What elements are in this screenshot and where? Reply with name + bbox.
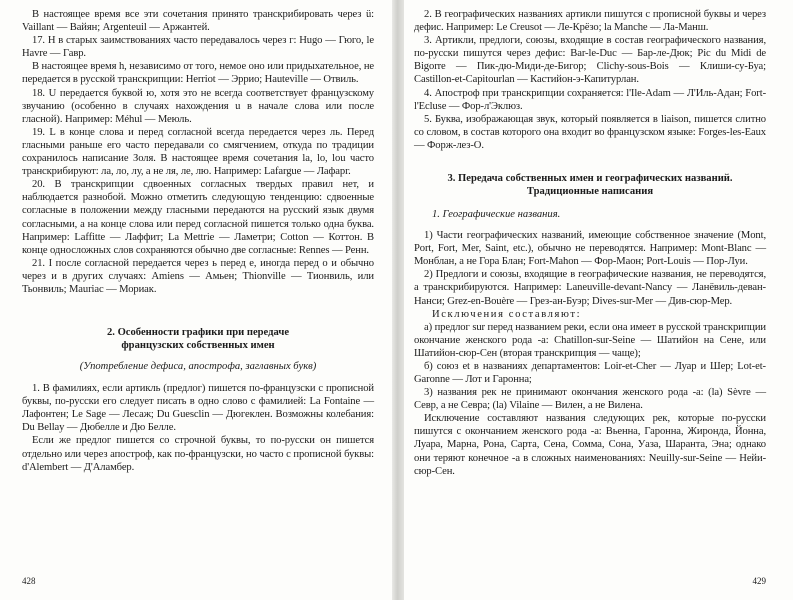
right-paragraph: а) предлог sur перед названием реки, если она имеет в русской транскрипции окончание женского рода -а: Chatillon-sur-Seine — Шатийон на Сене, или Шатийон-сюр-Сен (вторая транскрипция — чаще); [414,321,766,359]
section-heading: французских собственных имен [121,340,275,352]
exceptions-label: Исключения составляют: [432,308,582,320]
section-heading: 2. Особенности графики при передаче [106,327,290,339]
left-paragraph: 20. В транскрипции сдвоенных согласных твердых правил нет, и наблюдается разнобой. Можно отметить следующую тенденцию: сдвоенные согласные в положении между гласными передаются на русский язык двумя согласными, а на конце слова или перед согласной пишется только одна буква. Например: Laffitte — Лаффит; La Mettrie — Ламетри; Cotton — Коттон. В конце односложных слов сохраняются обычно две согласные: Rennes — Ренн. [22,179,374,256]
left-paragraph: В настоящее время h, независимо от того, немое оно или придыхательное, не передается в русской транскрипции: Herriot — Эррио; Hauteville — Отвиль. [22,61,374,86]
book-gutter [392,0,404,600]
left-paragraph: 18. U передается буквой ю, хотя это не всегда соответствует французскому звучанию (особенно в случаях нахождения u в начале слова или после гласной). Например: Méhul — Меюль. [22,87,374,125]
section-subtitle: (Употребление дефиса, апострофа, заглавных букв) [79,361,317,373]
section-heading: 3. Передача собственных имен и географических названий. [447,173,733,185]
right-page [414,8,766,592]
right-paragraph: б) союз et в названиях департаментов: Loir-et-Cher — Луар и Шер; Lot-et-Garonne — Лот и Гаронна; [414,360,766,385]
page-number: 429 [752,576,766,586]
right-paragraph: 1) Части географических названий, имеющие собственное значение (Mont, Port, Fort, Mer, Saint, etc.), обычно не переводятся. Например: Mont-Blanc — Монблан, а не Гора Блан; Fort-Mahon — Фор-Маон; Port-Louis — Пор-Луи. [414,230,766,268]
left-paragraph: 1. В фамилиях, если артикль (предлог) пишется по-французски с прописной буквы, по-русски его следует писать в одно слово с фамилией: La Fontaine — Лафонтен; Le Sage — Лесаж; Du Guesclin — Дюгеклен. Возможны колебания: Du Bellay — Дюбелле и Дю Белле. [22,383,374,434]
section-subhead: 1. Географические названия. [432,209,561,221]
left-paragraph: Если же предлог пишется со строчной буквы, то по-русски он пишется отдельно или через апостроф, как по-французски, но часто с прописной буквы: d'Alembert — Д'Аламбер. [22,435,374,473]
left-paragraph: 21. I после согласной передается через ь перед е, иногда перед о и обычно через и в других случаях: Amiens — Амьен; Thionville — Тионвиль, или Тьонвиль; Mauriac — Мориак. [22,257,374,295]
right-paragraph: 5. Буква, изображающая звук, который появляется в liaison, пишется слитно со словом, в состав которого она входит во французском языке: Forges-les-Eaux — Форж-лез-О. [414,113,766,151]
right-paragraph: 3) названия рек не принимают окончания женского рода -а: (la) Sèvre — Севр, а не Севра; (la) Vilaine — Вилен, а не Вилена. [414,387,766,412]
right-paragraph: 2) Предлоги и союзы, входящие в географические названия, не переводятся, а транскрибируются. Например: Laneuville-devant-Nancy — Ланёвиль-деван-Нанси; Grez-en-Bouère — Грез-ан-Буэр; Dives-sur-Mer — Див-сюр-Мер. [414,269,766,307]
right-paragraph: Исключение составляют названия следующих рек, которые по-русски пишутся с окончанием женского рода -а: Вьенна, Гаронна, Жиронда, Йонна, Луара, Марна, Рона, Сарта, Сена, Сомма, Сона, Уаза, Шаранта, Эна; однако они теряют конечное -а в сложных наименованиях: Neuilly-sur-Seine — Нейи-сюр-Сен. [414,413,766,477]
right-paragraph: 3. Артикли, предлоги, союзы, входящие в состав географического названия, по-русски пишутся через дефис: Bar-le-Duc — Бар-ле-Дюк; Pic du Midi de Bigorre — Пик-дю-Миди-де-Бигор; Clichy-sous-Bois — Клиши-су-Буа; Castillon-et-Capitourlan — Кастийон-э-Капитурлан. [414,35,766,86]
left-paragraph: В настоящее время все эти сочетания принято транскрибировать через ü: Vaillant — Вайян; Argenteuil — Аржантей. [22,9,374,34]
left-paragraph: 17. H в старых заимствованиях часто передавалось через г: Hugo — Гюго, le Havre — Гавр. [22,35,374,60]
left-page [22,8,374,592]
left-paragraph: 19. L в конце слова и перед согласной всегда передается через ль. Перед гласными раньше его часто передавали со смягчением, откуда по традиции сохранилось написание Золя. В настоящее время сочетания la, lo, lou часто транскрибируют: ла, ло, лу, а не ля, ле, лю. Например: Lafargue — Лафарг. [22,126,374,178]
section-heading: Традиционные написания [526,186,654,198]
right-paragraph: 2. В географических названиях артикли пишутся с прописной буквы и через дефис. Например: Le Creusot — Ле-Крёзо; la Manche — Ла-Манш. [414,9,766,34]
right-paragraph: 4. Апостроф при транскрипции сохраняется: l'Ile-Adam — Л'Иль-Адан; Fort-l'Ecluse — Фор-л'Эклюз. [414,87,766,112]
page-number: 428 [22,576,36,586]
